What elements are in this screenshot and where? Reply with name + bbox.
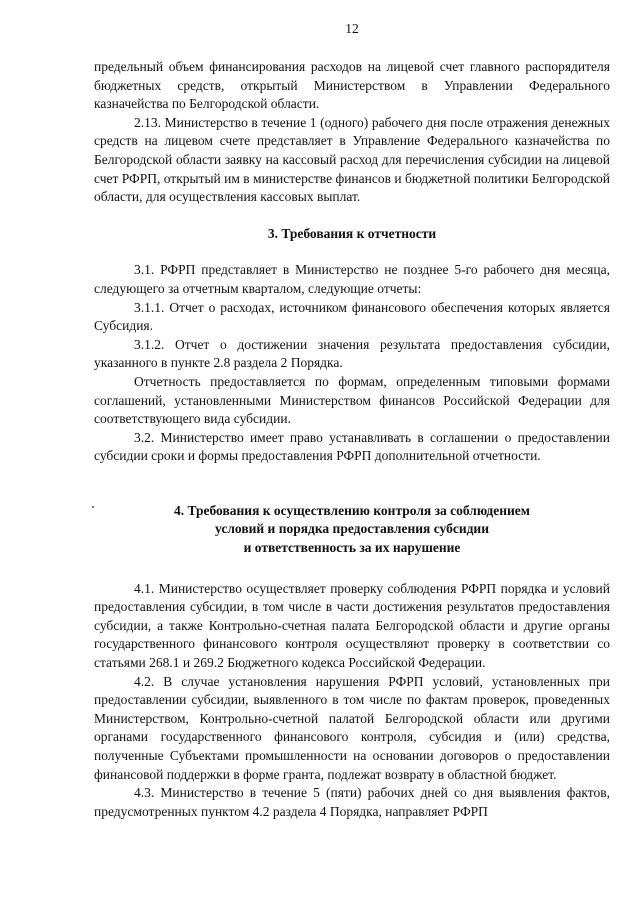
section-4-title-line-3: и ответственность за их нарушение xyxy=(243,540,461,556)
spacer xyxy=(94,466,610,502)
paragraph-4-1: 4.1. Министерство осуществляет проверку соблюдения РФРП порядка и условий предоставления субсидии, в том числе в части достижения результатов предоставления субсидии, а также Контрольно-счетная палата Белгородской области и другие органы государственного финансового контроля осуществляют проверку в соответствии со статьями 268.1 и 269.2 Бюджетного кодекса Российской Федерации. xyxy=(94,580,610,671)
spacer xyxy=(94,558,610,580)
paragraph-3-1-2: 3.1.2. Отчет о достижении значения результата предоставления субсидии, указанного в пункте 2.8 раздела 2 Порядка. xyxy=(94,336,610,371)
paragraph-3-1: 3.1. РФРП представляет в Министерство не позднее 5-го рабочего дня месяца, следующего за отчетным кварталом, следующие отчеты: xyxy=(94,262,610,296)
page-number: 12 xyxy=(345,21,359,36)
spacer xyxy=(94,207,610,225)
paragraph-2-13: 2.13. Министерство в течение 1 (одного) рабочего дня после отражения денежных средств на лицевом счете представляет в Управление Федерального казначейства по Белгородской области заявку на кассовый расход для перечисления субсидии на лицевой счет РФРП, открытый им в министерстве финансов и бюджетной политики Белгородской области, для осуществления кассовых выплат. xyxy=(94,114,610,205)
section-4-title-line-1: 4. Требования к осуществлению контроля за соблюдением xyxy=(174,502,530,518)
paragraph-4-2: 4.2. В случае установления нарушения РФРП условий, установленных при предоставлении субсидии, выявленного в том числе по фактам проверок, проведенных Министерством, Контрольно-счетной палатой Белгородской области или другими органами государственного финансового контроля, субсидия и (или) средства, полученные Субъектами промышленности на основании договоров о предоставлении финансовой поддержки в форме гранта, подлежат возврату в областной бюджет. xyxy=(94,673,610,782)
scan-speck xyxy=(92,506,94,508)
paragraph-reporting-forms: Отчетность предоставляется по формам, определенным типовыми формами соглашений, установленными Министерством финансов Российской Федерации для соответствующего вида субсидии. xyxy=(94,373,610,427)
section-3-title: 3. Требования к отчетности xyxy=(267,225,437,241)
paragraph-3-1-1: 3.1.1. Отчет о расходах, источником финансового обеспечения которых является Субсидия. xyxy=(94,299,610,334)
spacer xyxy=(94,243,610,261)
paragraph-4-3: 4.3. Министерство в течение 5 (пяти) рабочих дней со дня выявления фактов, предусмотренных пунктом 4.2 раздела 4 Порядка, направляет РФРП xyxy=(94,785,610,819)
section-4-title-line-2: условий и порядка предоставления субсидии xyxy=(215,521,489,537)
paragraph-continuation: предельный объем финансирования расходов на лицевой счет главного распорядителя бюджетных средств, открытый Министерством в Управлении Федерального казначейства по Белгородской области. xyxy=(94,59,610,112)
paragraph-3-2: 3.2. Министерство имеет право устанавливать в соглашении о предоставлении субсидии сроки и формы предоставления РФРП дополнительной отчетности. xyxy=(94,429,610,464)
